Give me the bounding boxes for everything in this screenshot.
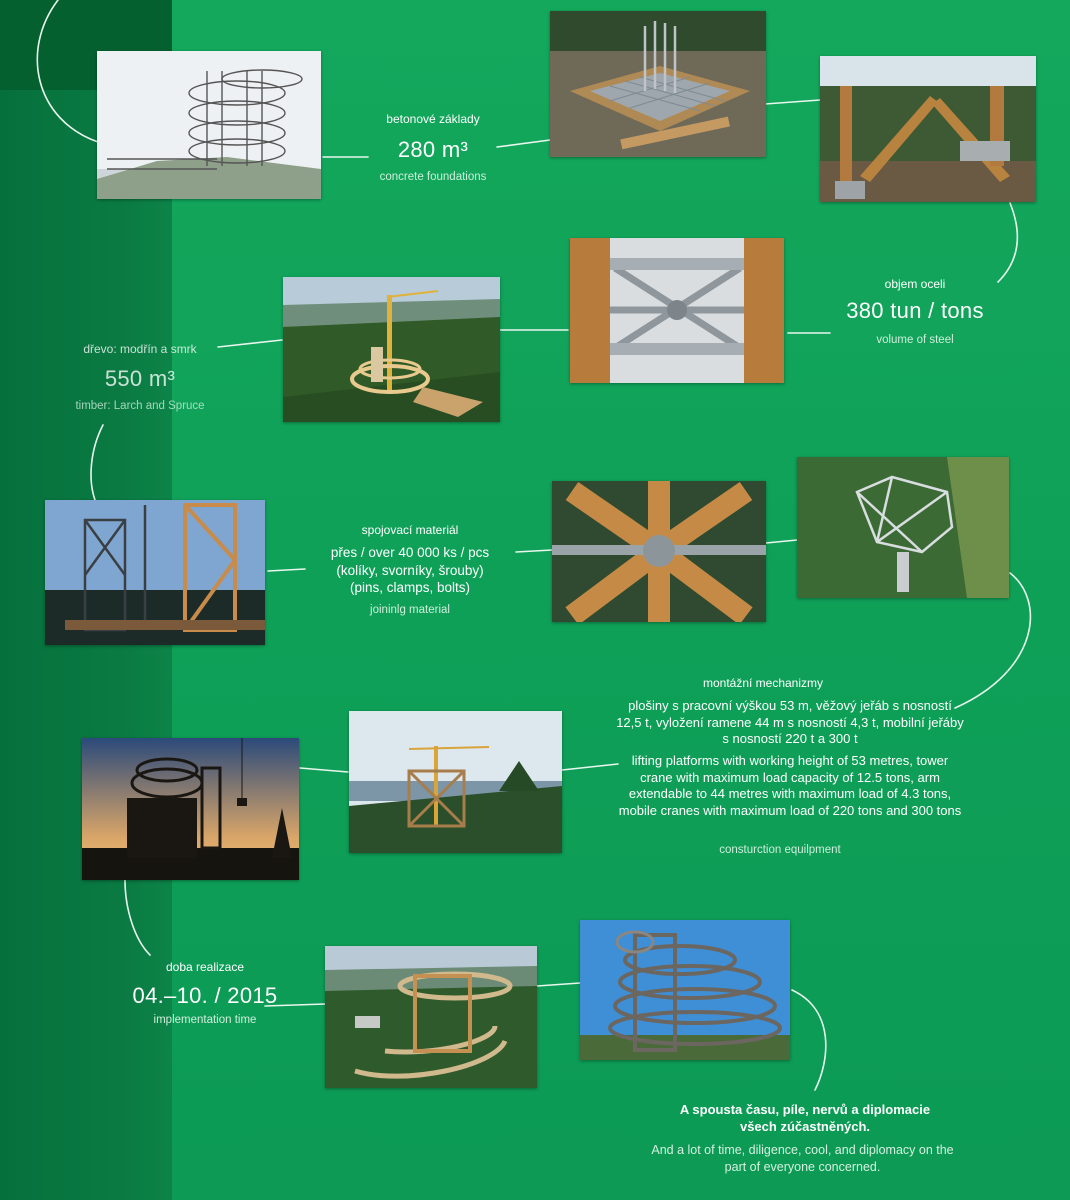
time-label-en: implementation time xyxy=(153,1014,257,1026)
equipment-text-cz: plošiny s pracovní výškou 53 m, věžový jeřáb s nosností 12,5 t, vyložení ramene 44 m s nosností 4,3 t, mobilní jeřáby s nosností 220 t a 300 t xyxy=(616,698,964,746)
steel-value: 380 tun / tons xyxy=(846,298,984,323)
equipment-label-cz: montážní mechanizmy xyxy=(702,676,824,690)
photo-timber-legs xyxy=(820,56,1036,202)
photo-steel-hub xyxy=(552,481,766,622)
joining-label-cz: spojovací materiál xyxy=(361,523,459,537)
photo-tower-rendering xyxy=(97,51,321,199)
photo-aerial-site xyxy=(283,277,500,422)
steel-label-en: volume of steel xyxy=(876,334,954,346)
foundations-label-en: concrete foundations xyxy=(379,171,487,183)
time-label-cz: doba realizace xyxy=(165,960,245,974)
photo-finished-tower xyxy=(580,920,790,1060)
photo-foundation-rebar xyxy=(550,11,766,157)
equipment-text-en: lifting platforms with working height of 53 metres, tower crane with maximum load capacity of 12.5 tons, arm extendable to 44 metres with maximum load of 4.3 tons, mobile cranes with maximum load of 220 tons and 300 tons xyxy=(618,753,962,818)
joining-line1: přes / over 40 000 ks / pcs xyxy=(330,545,490,560)
closing-text-cz: A spousta času, píle, nervů a diplomacie všech zúčastněných. xyxy=(679,1102,931,1134)
joining-label-en: joininlg material xyxy=(370,604,450,616)
photo-tower-frames xyxy=(45,500,265,645)
closing-text-en: And a lot of time, diligence, cool, and diplomacy on the part of everyone concerned. xyxy=(651,1143,954,1174)
foundations-label-cz: betonové základy xyxy=(386,112,480,126)
timber-value: 550 m³ xyxy=(104,366,176,391)
photo-sunset-silhouette xyxy=(82,738,299,880)
photo-tower-crane xyxy=(349,711,562,853)
photo-steel-joint xyxy=(570,238,784,383)
photo-aerial-top xyxy=(797,457,1009,598)
joining-line3: (pins, clamps, bolts) xyxy=(349,580,471,595)
photo-walkway-aerial xyxy=(325,946,537,1088)
foundations-value: 280 m³ xyxy=(397,137,469,162)
joining-line2: (kolíky, svorníky, šrouby) xyxy=(336,563,484,578)
equipment-label-en: consturction equilpment xyxy=(719,844,841,856)
timber-label-en: timber: Larch and Spruce xyxy=(75,400,205,412)
time-value: 04.–10. / 2015 xyxy=(132,983,278,1008)
steel-label-cz: objem oceli xyxy=(884,277,946,291)
timber-label-cz: dřevo: modřín a smrk xyxy=(83,342,197,356)
